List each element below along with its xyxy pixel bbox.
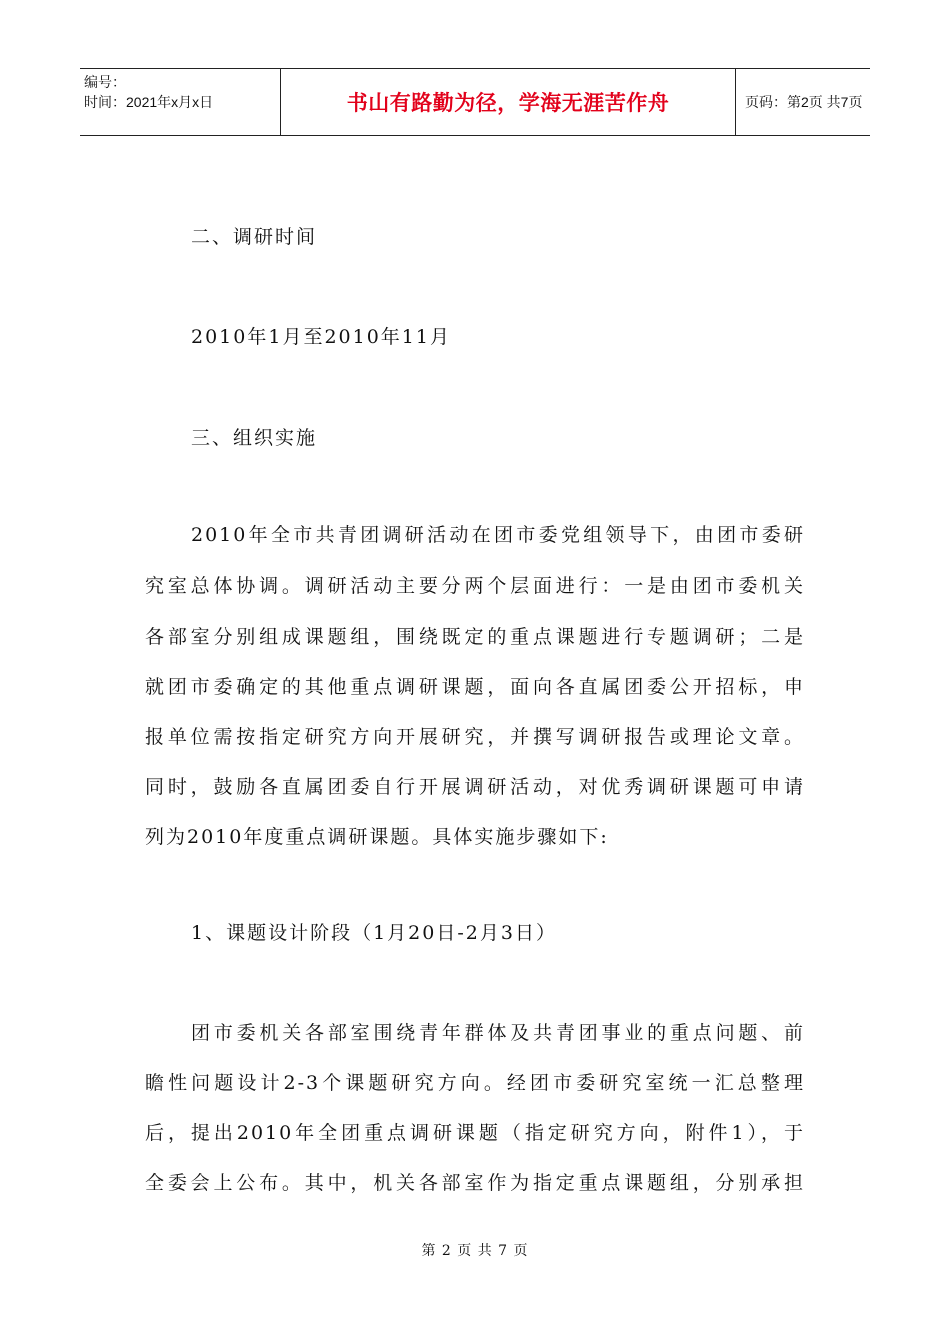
paragraph-line: 报单位需按指定研究方向开展研究，并撰写调研报告或理论文章。 bbox=[145, 726, 805, 748]
time-range-text: 2010年1月至2010年11月 bbox=[191, 326, 451, 348]
step-heading-design: 1、课题设计阶段（1月20日-2月3日） bbox=[191, 922, 557, 944]
paragraph-line: 同时，鼓励各直属团委自行开展调研活动，对优秀调研课题可申请 bbox=[145, 776, 805, 798]
document-date-label: 时间：2021年x月x日 bbox=[84, 94, 214, 110]
paragraph-line: 各部室分别组成课题组，围绕既定的重点课题进行专题调研；二是 bbox=[145, 626, 805, 648]
paragraph-line: 后，提出2010年全团重点调研课题（指定研究方向，附件1），于 bbox=[145, 1122, 805, 1144]
paragraph-line: 团市委机关各部室围绕青年群体及共青团事业的重点问题、前 bbox=[191, 1022, 805, 1044]
paragraph-line: 究室总体协调。调研活动主要分两个层面进行：一是由团市委机关 bbox=[145, 575, 805, 597]
paragraph-line: 瞻性问题设计2-3个课题研究方向。经团市委研究室统一汇总整理 bbox=[145, 1072, 805, 1094]
paragraph-line: 列为2010年度重点调研课题。具体实施步骤如下: bbox=[145, 826, 609, 848]
paragraph-line: 全委会上公布。其中，机关各部室作为指定重点课题组，分别承担 bbox=[145, 1172, 805, 1194]
header-page-info: 页码：第2页 共7页 bbox=[745, 94, 863, 110]
section-heading-time: 二、调研时间 bbox=[191, 226, 318, 248]
header-motto: 书山有路勤为径，学海无涯苦作舟 bbox=[281, 69, 736, 135]
page-header bbox=[80, 68, 870, 136]
page-footer: 第 2 页 共 7 页 bbox=[421, 1243, 529, 1259]
header-meta bbox=[80, 69, 281, 135]
paragraph-line: 就团市委确定的其他重点调研课题，面向各直属团委公开招标，申 bbox=[145, 676, 805, 698]
paragraph-line: 2010年全市共青团调研活动在团市委党组领导下，由团市委研 bbox=[191, 524, 805, 546]
section-heading-organization: 三、组织实施 bbox=[191, 427, 318, 449]
document-number-label: 编号： bbox=[84, 74, 126, 90]
